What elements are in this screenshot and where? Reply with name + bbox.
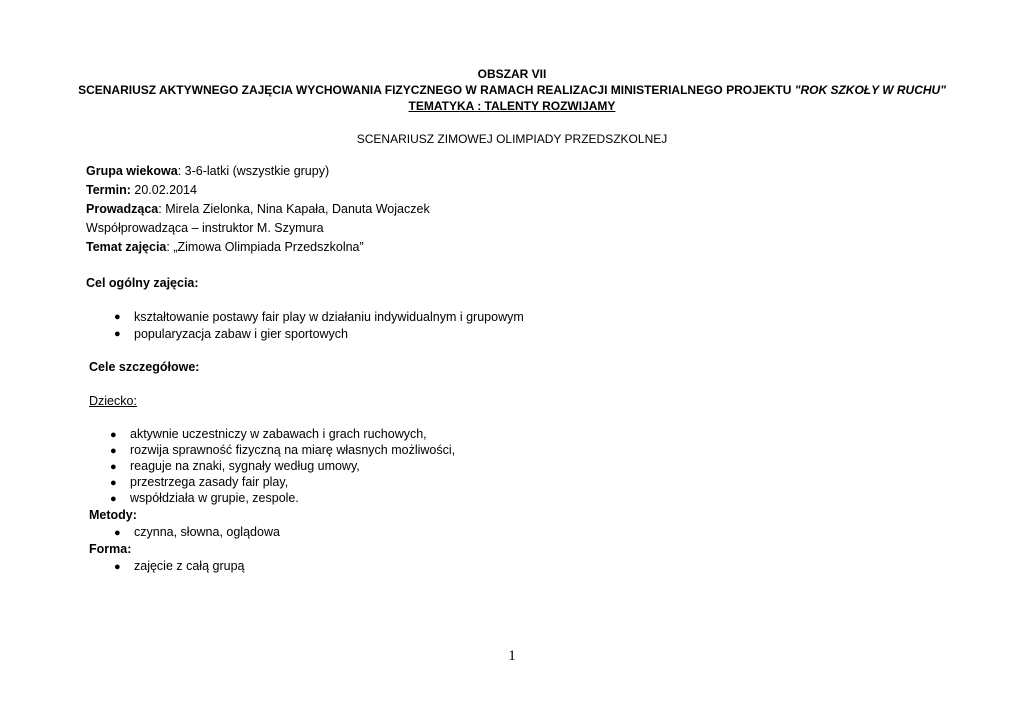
methods-item: czynna, słowna, oglądowa [134, 525, 280, 539]
bullet-icon: ● [114, 561, 121, 573]
area-title: OBSZAR VII [477, 67, 547, 81]
bullet-icon: ● [110, 429, 117, 441]
age-group-line [86, 164, 329, 178]
date-line [86, 183, 197, 197]
bullet-icon: ● [114, 328, 121, 340]
age-group-label: Grupa wiekowa [86, 164, 178, 178]
date-label: Termin: [86, 183, 131, 197]
lead-line [86, 202, 430, 216]
bullet-icon: ● [110, 445, 117, 457]
general-goal-item: kształtowanie postawy fair play w działaniu indywidualnym i grupowym [134, 310, 524, 324]
specific-goal-item: aktywnie uczestniczy w zabawach i grach ruchowych, [130, 427, 427, 441]
lead-label: Prowadząca [86, 202, 159, 216]
child-label: Dziecko: [89, 394, 137, 408]
bullet-icon: ● [114, 527, 121, 539]
general-goal-heading: Cel ogólny zajęcia: [86, 276, 199, 290]
project-name: "ROK SZKOŁY W RUCHU" [794, 83, 946, 97]
lead-value: : Mirela Zielonka, Nina Kapała, Danuta Wojaczek [158, 202, 430, 216]
specific-goals-heading: Cele szczegółowe: [89, 360, 200, 374]
theme-title: TEMATYKA : TALENTY ROZWIJAMY [408, 99, 616, 113]
co-lead-line: Współprowadząca – instruktor M. Szymura [86, 221, 324, 235]
page-number: 1 [508, 648, 516, 664]
scenario-title-main: SCENARIUSZ AKTYWNEGO ZAJĘCIA WYCHOWANIA FIZYCZNEGO W RAMACH REALIZACJI MINISTERIALNEGO PROJEKTU [78, 83, 795, 97]
topic-line [86, 240, 364, 254]
scenario-title [0, 82, 1024, 98]
topic-value: : „Zimowa Olimpiada Przedszkolna” [166, 240, 364, 254]
specific-goal-item: rozwija sprawność fizyczną na miarę własnych możliwości, [130, 443, 456, 457]
form-heading: Forma: [89, 542, 132, 556]
date-value: 20.02.2014 [130, 183, 197, 197]
age-group-value: : 3-6-latki (wszystkie grupy) [177, 164, 330, 178]
olympiad-subtitle: SCENARIUSZ ZIMOWEJ OLIMPIADY PRZEDSZKOLNEJ [356, 132, 668, 146]
specific-goal-item: przestrzega zasady fair play, [130, 475, 289, 489]
general-goal-item: popularyzacja zabaw i gier sportowych [134, 327, 348, 341]
topic-label: Temat zajęcia [86, 240, 167, 254]
bullet-icon: ● [110, 461, 117, 473]
bullet-icon: ● [110, 477, 117, 489]
specific-goal-item: współdziała w grupie, zespole. [130, 491, 299, 505]
bullet-icon: ● [114, 311, 121, 323]
form-item: zajęcie z całą grupą [134, 559, 245, 573]
specific-goal-item: reaguje na znaki, sygnały według umowy, [130, 459, 360, 473]
bullet-icon: ● [110, 493, 117, 505]
methods-heading: Metody: [89, 508, 137, 522]
